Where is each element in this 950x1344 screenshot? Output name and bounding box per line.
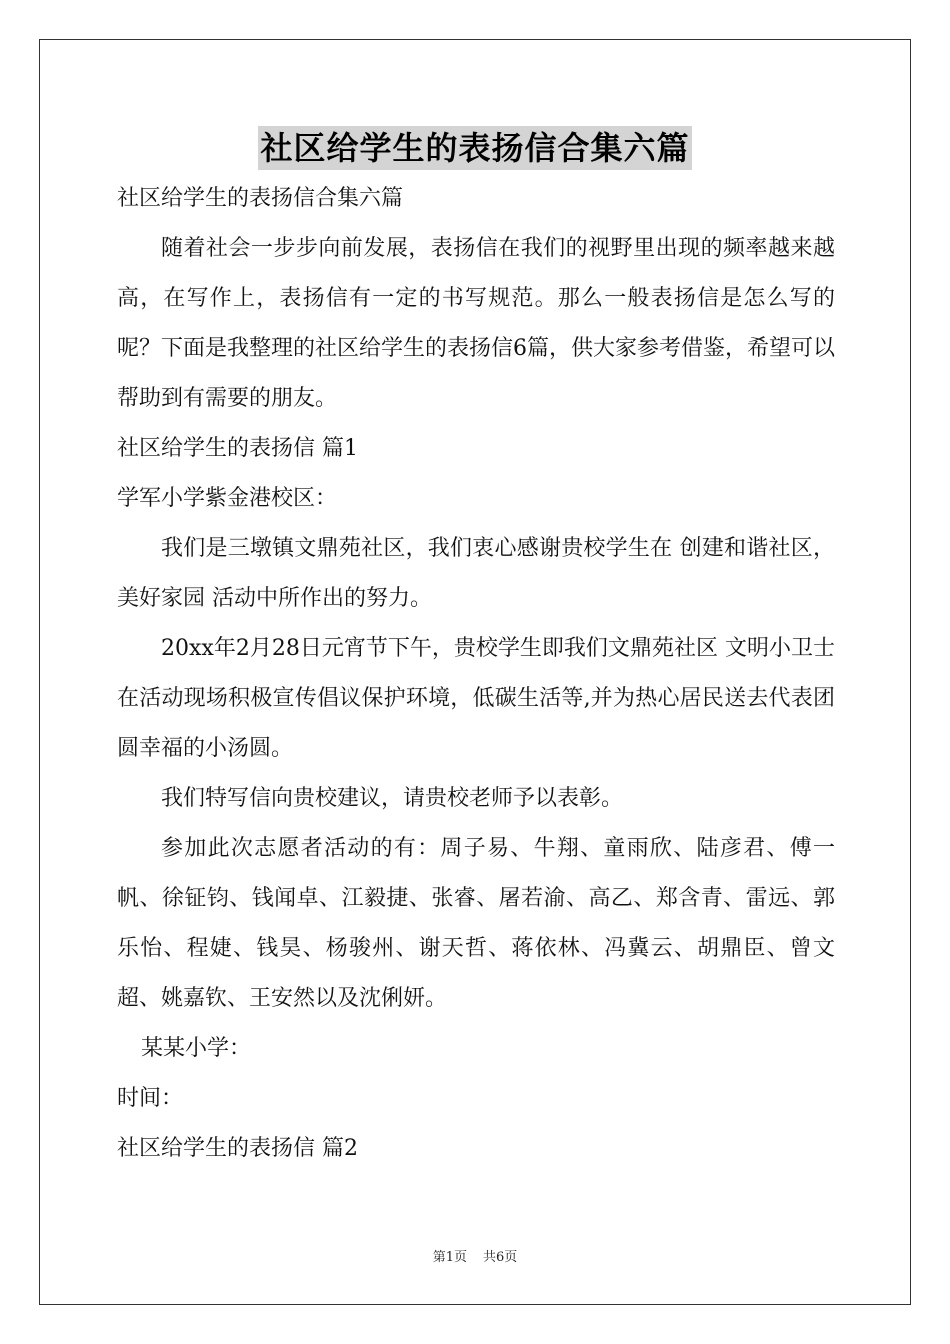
signature-time: 时间： (117, 1086, 184, 1111)
body-paragraph-3: 我们特写信向贵校建议，请贵校老师予以表彰。 (161, 786, 624, 811)
body-paragraph-1: 我们是三墩镇文鼎苑社区，我们衷心感谢贵校学生在 创建和谐社区，美好家园 活动中所作出的努力。 (117, 536, 835, 611)
document-body (117, 174, 835, 1174)
document-subtitle: 社区给学生的表扬信合集六篇 (117, 186, 404, 211)
title-container (0, 126, 950, 170)
page-number-total: 共6页 (483, 1250, 518, 1265)
volunteer-list-paragraph: 参加此次志愿者活动的有：周子易、牛翔、童雨欣、陆彦君、傅一帆、徐钲钧、钱闻卓、江毅捷、张睿、屠若渝、高乙、郑含青、雷远、郭乐怡、程婕、钱昊、杨骏州、谢天哲、蒋依林、冯冀云、胡鼎臣、曾文超、姚嘉钦、王安然以及沈俐妍。 (117, 836, 835, 1011)
document-title: 社区给学生的表扬信合集六篇 (258, 126, 691, 170)
salutation: 学军小学紫金港校区： (117, 486, 338, 511)
section-heading-1: 社区给学生的表扬信 篇1 (117, 436, 358, 461)
section-heading-2: 社区给学生的表扬信 篇2 (117, 1136, 358, 1161)
body-paragraph-2: 20xx年2月28日元宵节下午，贵校学生即我们文鼎苑社区 文明小卫士 在活动现场积极宣传倡议保护环境，低碳生活等,并为热心居民送去代表团圆幸福的小汤圆。 (117, 636, 835, 761)
intro-paragraph: 随着社会一步步向前发展，表扬信在我们的视野里出现的频率越来越高，在写作上，表扬信有一定的书写规范。那么一般表扬信是怎么写的呢？下面是我整理的社区给学生的表扬信6篇，供大家参考借鉴，希望可以帮助到有需要的朋友。 (117, 236, 835, 411)
page-footer (0, 1246, 950, 1265)
page-number-current: 第1页 (432, 1250, 467, 1265)
signature-school: 某某小学： (141, 1036, 252, 1061)
